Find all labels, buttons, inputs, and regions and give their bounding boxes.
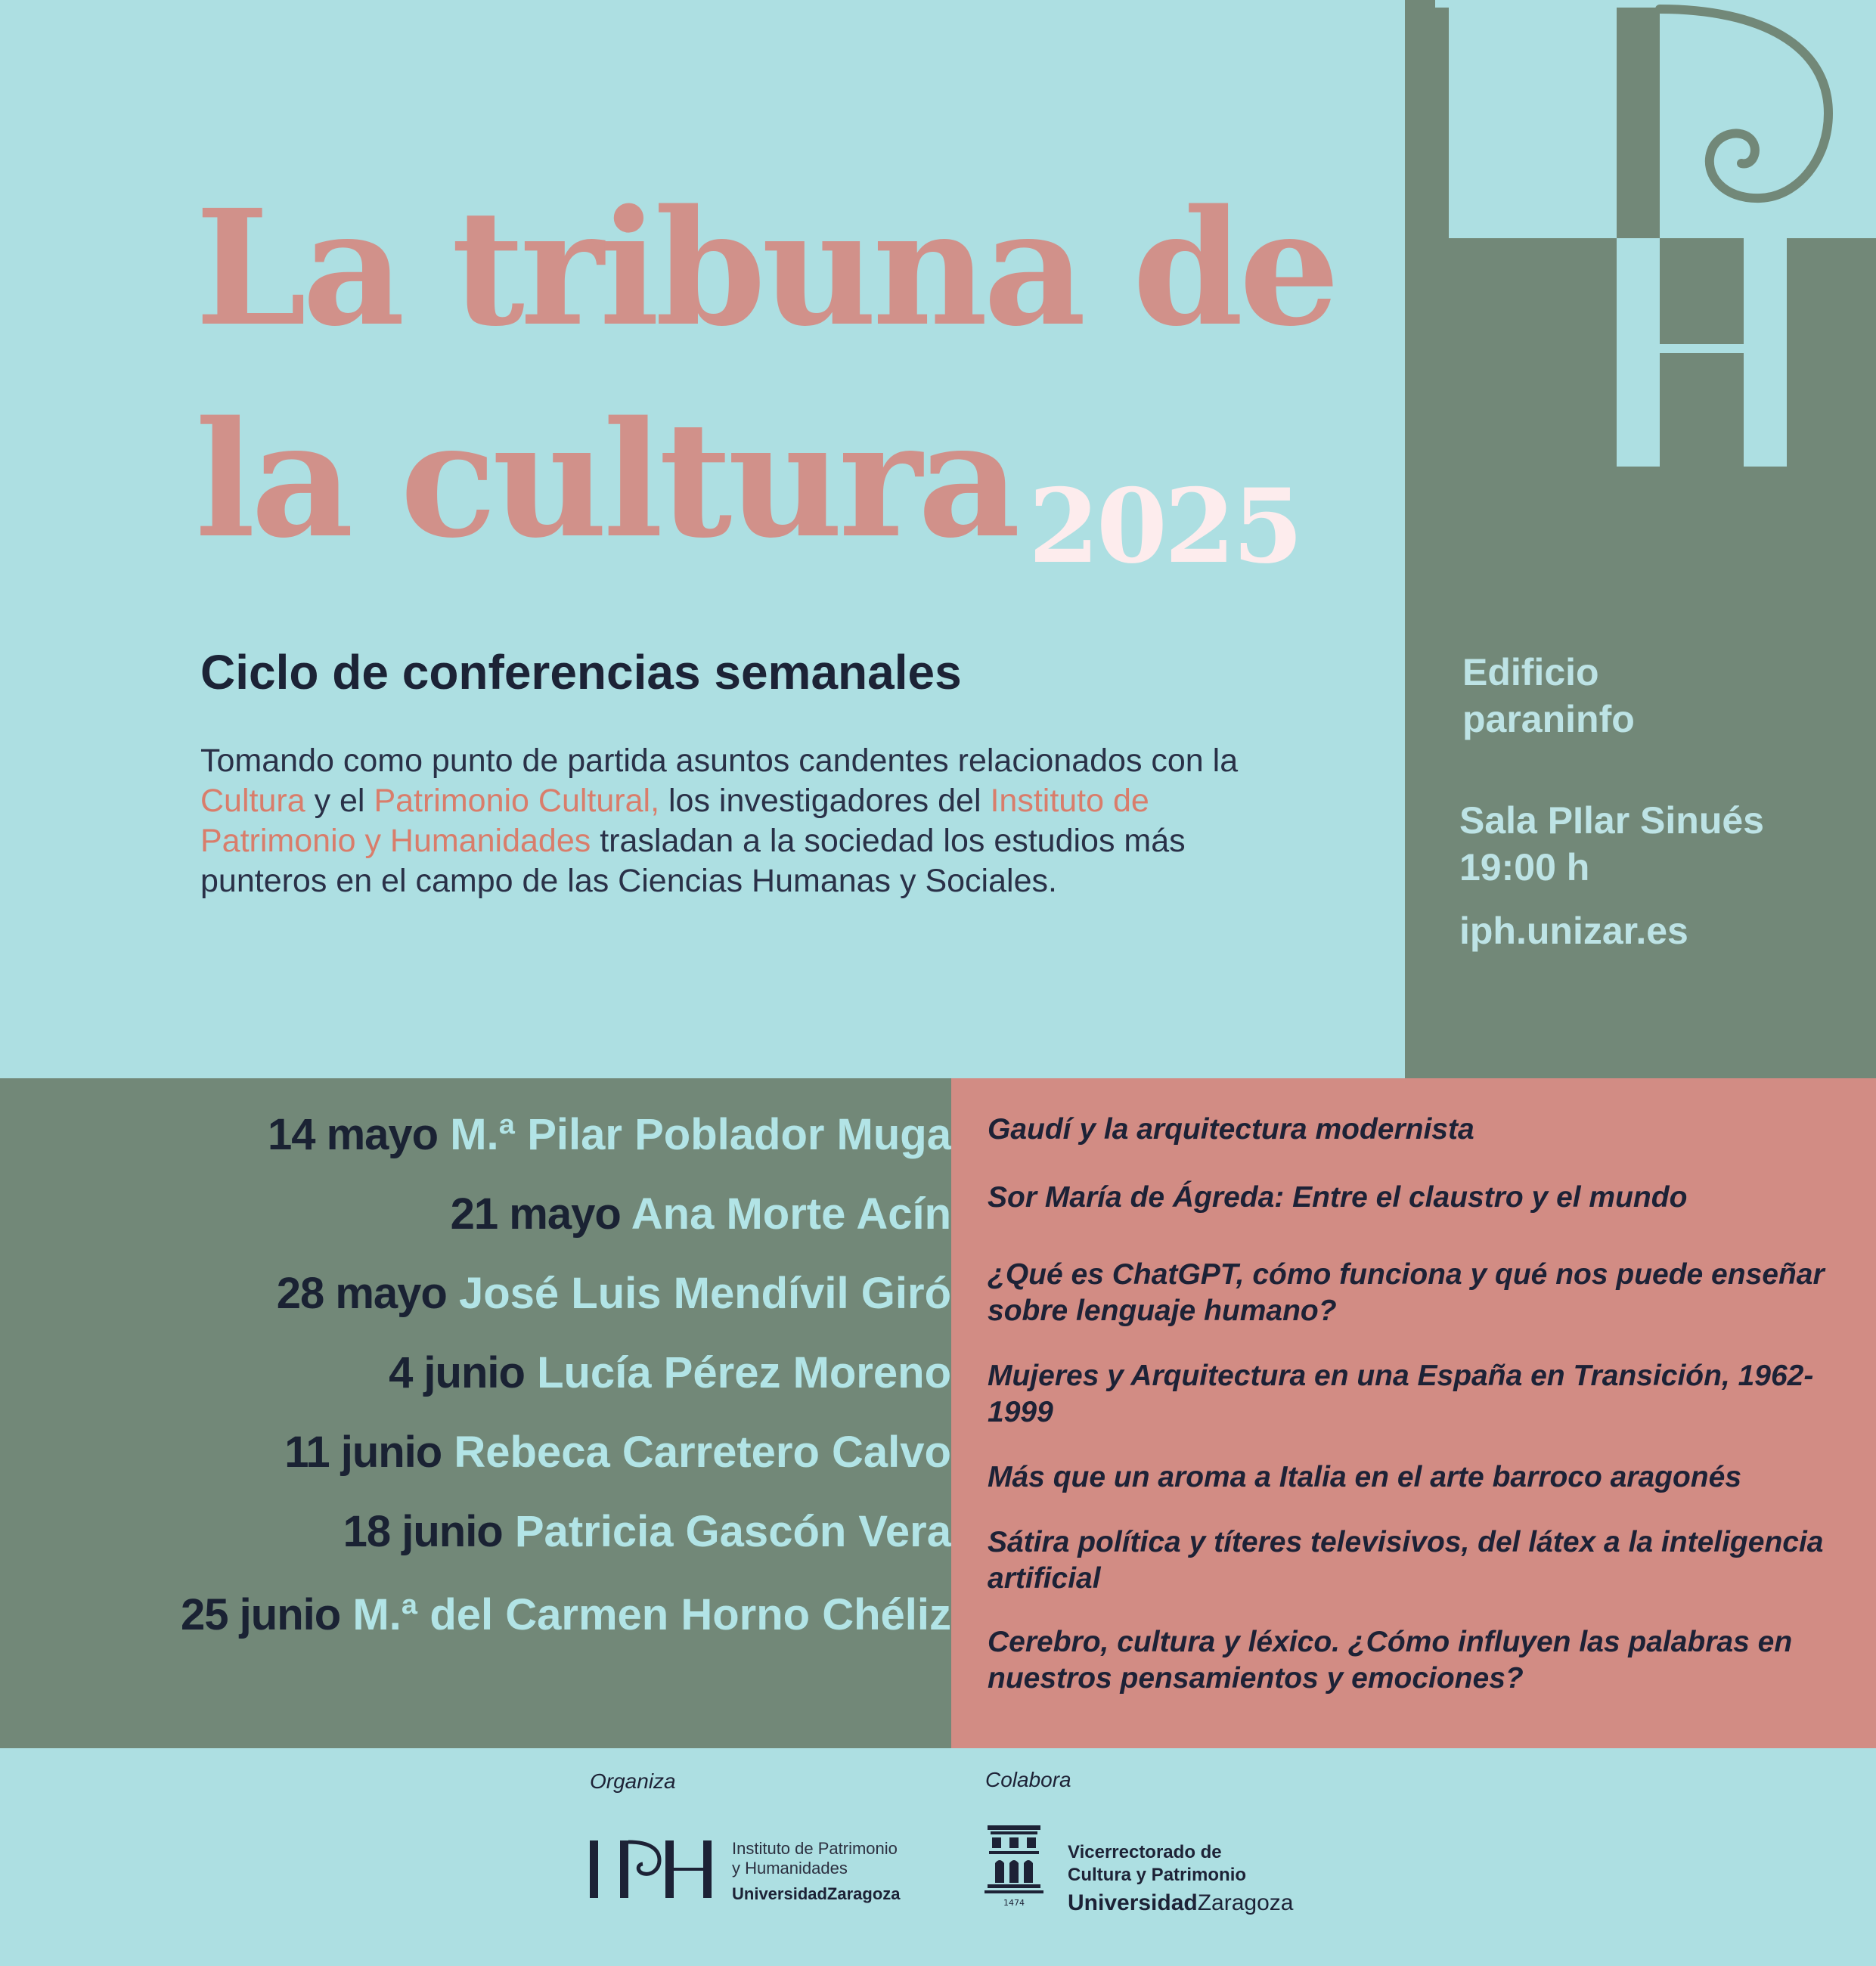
vice-university [1068,1890,1293,1916]
time: 19:00 h [1459,846,1590,888]
org-name-line-2: y Humanidades [732,1859,848,1878]
intro-text: los investigadores del [659,783,991,819]
speaker-row [25,1267,951,1320]
speaker-name: Rebeca Carretero Calvo [454,1428,951,1477]
speaker-name: Lucía Pérez Moreno [537,1348,951,1397]
speaker-row [25,1109,951,1161]
talk-date: 4 junio [389,1348,525,1397]
title-year: 2025 [1028,466,1301,586]
website-link[interactable]: iph.unizar.es [1459,910,1688,952]
iph-logo-icon [590,1839,720,1899]
intro-highlight-instituto: Instituto de Patrimonio y Humanidades [200,783,1149,859]
intro-highlight-cultura: Cultura [200,783,305,819]
speaker-name: M.ª Pilar Poblador Muga [450,1110,951,1159]
org-name-line-1: Instituto de Patrimonio [732,1839,898,1858]
talk-date: 25 junio [181,1590,341,1639]
speaker-row [25,1426,951,1479]
venue-line-2: paraninfo [1462,698,1635,740]
subtitle: Ciclo de conferencias semanales [200,645,962,699]
organiza-label: Organiza [590,1769,676,1793]
room: Sala PIlar Sinués [1459,799,1764,842]
topics-panel [951,1078,1876,1748]
intro-text: Tomando como punto de partida asuntos candentes relacionados con la [200,743,1239,779]
vice-rectorate-line-1: Vicerrectorado de [1068,1842,1222,1862]
venue [1462,649,1635,743]
speaker-row [25,1506,951,1558]
speaker-row [25,1347,951,1400]
title-line-2: la cultura [195,386,1016,573]
university-seal-icon [985,1824,1043,1909]
colabora-label: Colabora [985,1768,1071,1791]
intro-text: y el [305,783,374,819]
talk-topic: Sátira política y títeres televisivos, del látex a la inteligencia artificial [988,1526,1824,1595]
speaker-name: M.ª del Carmen Horno Chéliz [352,1590,951,1639]
talk-topic: ¿Qué es ChatGPT, cómo funciona y qué nos puede enseñar sobre lenguaje humano? [988,1258,1825,1327]
intro-highlight-patrimonio: Patrimonio Cultural, [374,783,660,819]
org-university: UniversidadZaragoza [732,1884,901,1903]
talk-topic: Sor María de Ágreda: Entre el claustro y el mundo [988,1181,1688,1214]
intro-text: trasladan a la sociedad los estudios más punteros en el campo de las Ciencias Humanas y Sociales. [200,823,1186,899]
speaker-row [25,1188,951,1241]
speaker-name: Ana Morte Acín [631,1189,951,1239]
talk-date: 28 mayo [276,1269,447,1318]
talk-topic: Cerebro, cultura y léxico. ¿Cómo influyen las palabras en nuestros pensamientos y emociones? [988,1626,1793,1695]
talk-date: 18 junio [343,1507,503,1556]
talk-date: 11 junio [284,1428,442,1477]
speaker-name: José Luis Mendívil Giró [458,1269,951,1318]
speaker-row [25,1589,951,1642]
talk-topic: Más que un aroma a Italia en el arte barroco aragonés [988,1461,1742,1493]
vice-rectorate-line-2: Cultura y Patrimonio [1068,1865,1247,1885]
talk-date: 14 mayo [267,1110,439,1159]
speakers-panel [0,1078,951,1748]
seal-year: 1474 [1003,1898,1025,1908]
talk-topic: Gaudí y la arquitectura modernista [988,1113,1474,1146]
vice-university-rest: Zaragoza [1197,1890,1294,1915]
title-line-1: La tribuna de [195,175,1336,361]
vice-university-bold: Universidad [1068,1890,1198,1915]
intro-paragraph [200,741,1304,901]
venue-line-1: Edificio [1462,651,1599,693]
speaker-name: Patricia Gascón Vera [514,1507,951,1556]
talk-date: 21 mayo [450,1189,621,1239]
talk-topic: Mujeres y Arquitectura en una España en Transición, 1962-1999 [988,1360,1814,1428]
